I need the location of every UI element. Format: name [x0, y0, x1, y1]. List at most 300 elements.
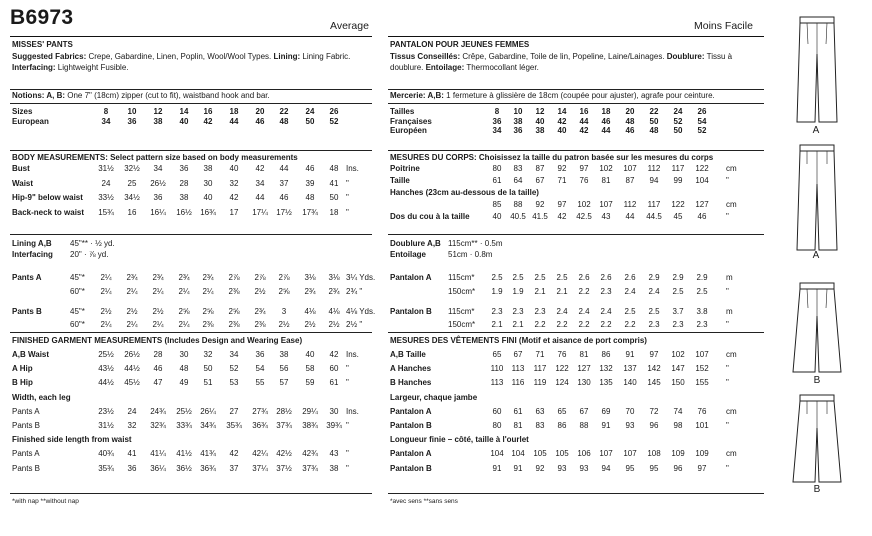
- table-cell: 106: [577, 449, 591, 459]
- table-cell: 32: [203, 350, 213, 359]
- interfacing-label: Entoilage:: [423, 63, 465, 72]
- table-cell: 44: [625, 212, 635, 221]
- table-cell: 80: [492, 164, 502, 173]
- table-cell: 39: [305, 178, 315, 188]
- unit-label: ": [726, 320, 729, 329]
- yardage-cell: 2.2: [624, 320, 636, 329]
- yardage-cell: 2⅜: [254, 320, 266, 329]
- table-cell: 24: [127, 406, 137, 416]
- table-cell: 42: [579, 126, 589, 136]
- unit-label: ": [346, 364, 349, 374]
- table-cell: 32: [229, 178, 239, 188]
- table-cell: 17¾: [302, 207, 318, 217]
- table-cell: 88: [579, 421, 589, 430]
- yardage-cell: 2¾: [126, 273, 138, 282]
- yardage-cell: 3: [281, 306, 287, 316]
- lining-label: Lining:: [271, 52, 301, 61]
- yardage-cell: 2.2: [578, 320, 590, 329]
- table-cell: 102: [671, 350, 685, 359]
- body-row-label: Poitrine: [390, 164, 420, 173]
- table-cell: 94: [601, 463, 611, 473]
- french-label: Françaises: [390, 116, 432, 126]
- table-cell: 42: [229, 193, 239, 202]
- unit-label: Ins.: [346, 164, 359, 173]
- table-cell: 81: [579, 350, 589, 359]
- finished-row-label: A Hip: [12, 364, 33, 374]
- table-cell: 107: [623, 164, 637, 173]
- table-cell: 58: [305, 364, 315, 374]
- table-cell: 76: [557, 350, 567, 359]
- table-cell: 99: [673, 176, 683, 185]
- table-cell: 43½: [98, 364, 114, 374]
- table-cell: 42: [557, 116, 567, 126]
- table-cell: 40: [305, 350, 315, 359]
- table-cell: 46: [255, 116, 265, 126]
- table-cell: 40: [492, 212, 502, 221]
- table-cell: 60: [329, 364, 339, 374]
- sizes-label: Sizes: [12, 107, 33, 116]
- finished-row-label: Pants A: [12, 406, 40, 416]
- body-heading: MESURES DU CORPS: Choisissez la taille du patron basée sur les mesures du corps: [390, 153, 714, 162]
- yardage-cell: 2¼: [100, 273, 112, 282]
- table-cell: 38: [279, 350, 289, 359]
- fabric-width: 45"*: [70, 273, 85, 282]
- table-cell: 44.5: [646, 212, 662, 221]
- yardage-cell: 2.3: [696, 320, 708, 329]
- lining-label: Lining A,B: [12, 239, 52, 248]
- table-cell: 16¼: [150, 207, 166, 217]
- fabric-width: 60"*: [70, 320, 85, 329]
- table-cell: 92: [535, 200, 545, 209]
- interfacing-label: Interfacing: [12, 250, 53, 259]
- table-cell: 31½: [98, 421, 114, 430]
- finished-row-label: A Hanches: [390, 364, 432, 374]
- table-cell: 44: [229, 116, 239, 126]
- table-cell: 57: [279, 378, 289, 388]
- table-cell: 43: [329, 449, 339, 459]
- section-title: MISSES' PANTS: [12, 40, 73, 49]
- yardage-cell: 2.3: [512, 306, 524, 316]
- notions-text: 1 fermeture à glissière de 18cm (coupée pour ajuster), agrafe pour ceinture.: [443, 91, 715, 100]
- yardage-cell: 2¼: [202, 286, 214, 296]
- unit-label: ": [346, 421, 349, 430]
- table-cell: 42: [557, 212, 567, 221]
- yardage-cell: 2½: [304, 320, 316, 329]
- yardage-cell: 2.5: [672, 286, 684, 296]
- table-cell: 36¾: [252, 421, 268, 430]
- unit-label: ": [726, 421, 729, 430]
- section-title: PANTALON POUR JEUNES FEMMES: [390, 40, 530, 49]
- yardage-cell: 2¼: [100, 286, 112, 296]
- table-cell: 61: [329, 378, 339, 388]
- table-cell: 24: [101, 178, 111, 188]
- yardage-cell: 2¼: [126, 320, 138, 329]
- table-cell: 85: [492, 200, 502, 209]
- lining-text: Lining Fabric.: [300, 52, 351, 61]
- table-cell: 20: [255, 107, 265, 116]
- yardage-cell: 2.3: [672, 320, 684, 329]
- table-cell: 37: [279, 178, 289, 188]
- table-cell: 40: [203, 193, 213, 202]
- table-cell: 37¼: [252, 463, 268, 473]
- table-cell: 42: [229, 449, 239, 459]
- yardage-label: Pantalon B: [390, 306, 432, 316]
- table-cell: 16: [127, 207, 137, 217]
- table-cell: 34: [255, 178, 265, 188]
- table-cell: 105: [533, 449, 547, 459]
- table-cell: 147: [671, 364, 685, 374]
- yardage-cell: 2.5: [534, 273, 546, 282]
- unit-label: m: [726, 306, 733, 316]
- table-cell: 18: [601, 107, 611, 116]
- yardage-cell: 2.6: [578, 273, 590, 282]
- table-cell: 40: [179, 116, 189, 126]
- unit-label: cm: [726, 200, 737, 209]
- body-row-label: Dos du cou à la taille: [390, 212, 470, 221]
- yardage-cell: 2½: [126, 306, 138, 316]
- yardage-cell: 2.4: [648, 286, 660, 296]
- table-cell: 127: [577, 364, 591, 374]
- right-table-area: [390, 0, 764, 536]
- fabrics-text: Crêpe, Gabardine, Toile de lin, Popeline, Laine/Lainages.: [460, 52, 665, 61]
- table-cell: 38¾: [302, 421, 318, 430]
- european-label: European: [12, 116, 49, 126]
- yardage-cell: 2.1: [512, 320, 524, 329]
- table-cell: 37½: [276, 463, 292, 473]
- yardage-cell: 2.1: [491, 320, 503, 329]
- table-cell: 108: [647, 449, 661, 459]
- table-cell: 24¾: [150, 406, 166, 416]
- table-cell: 97: [697, 463, 707, 473]
- yardage-cell: 2.9: [648, 273, 660, 282]
- table-cell: 34: [153, 164, 163, 173]
- unit-label: ": [726, 463, 729, 473]
- table-cell: 67: [513, 350, 523, 359]
- table-cell: 49: [179, 378, 189, 388]
- table-cell: 135: [599, 378, 613, 388]
- table-cell: 54: [255, 364, 265, 374]
- fabric-width: 150cm*: [448, 320, 476, 329]
- pattern-number: B6973: [10, 6, 74, 29]
- unit-label: 2½ ": [346, 320, 363, 329]
- table-cell: 37: [229, 463, 239, 473]
- table-cell: 91: [492, 463, 502, 473]
- table-cell: 36: [492, 116, 502, 126]
- table-cell: 12: [153, 107, 163, 116]
- yardage-cell: 2¾: [202, 273, 214, 282]
- yardage-cell: 2.5: [556, 273, 568, 282]
- table-cell: 104: [490, 449, 504, 459]
- table-cell: 36: [127, 463, 137, 473]
- table-cell: 12: [535, 107, 545, 116]
- fabrics-label: Tissus Conseillés:: [390, 52, 461, 61]
- table-cell: 67: [535, 176, 545, 185]
- yardage-cell: 2¾: [328, 286, 340, 296]
- table-cell: 91: [625, 350, 635, 359]
- yardage-cell: 4⅛: [328, 306, 340, 316]
- table-cell: 83: [513, 164, 523, 173]
- table-cell: 39¾: [326, 421, 342, 430]
- yardage-cell: 3⅛: [304, 273, 316, 282]
- body-row-label: Taille: [390, 176, 410, 185]
- table-cell: 48: [179, 364, 189, 374]
- table-cell: 76: [579, 176, 589, 185]
- table-cell: 102: [599, 164, 613, 173]
- table-cell: 86: [601, 350, 611, 359]
- table-cell: 25: [127, 178, 137, 188]
- finished-row-label: Pantalon A: [390, 406, 432, 416]
- yardage-cell: 2½: [278, 320, 290, 329]
- finished-row-label: Pants B: [12, 421, 41, 430]
- pants-b-back-drawing: [791, 392, 843, 484]
- table-cell: 42.5: [576, 212, 592, 221]
- table-cell: 91: [601, 421, 611, 430]
- table-cell: 44: [601, 126, 611, 136]
- table-cell: 27¾: [252, 406, 268, 416]
- table-cell: 16½: [176, 207, 192, 217]
- fabrics-text: Crepe, Gabardine, Linen, Poplin, Wool/Wool Types.: [86, 52, 272, 61]
- table-cell: 92: [557, 164, 567, 173]
- table-cell: 46: [305, 164, 315, 173]
- yardage-cell: 2⅝: [202, 306, 214, 316]
- table-cell: 26½: [124, 350, 140, 359]
- table-cell: 71: [557, 176, 567, 185]
- finished-row-label: Pantalon A: [390, 449, 432, 459]
- table-cell: 124: [555, 378, 569, 388]
- table-cell: 72: [649, 406, 659, 416]
- table-cell: 40: [557, 126, 567, 136]
- table-cell: 109: [695, 449, 709, 459]
- table-cell: 48: [625, 116, 635, 126]
- table-cell: 117: [533, 364, 547, 374]
- finished-row-label: Longueur finie – côté, taille à l'ourlet: [390, 435, 529, 445]
- yardage-cell: 2¼: [152, 286, 164, 296]
- notions-label: Notions: A, B:: [12, 91, 66, 100]
- table-cell: 40¾: [98, 449, 114, 459]
- table-cell: 15¾: [98, 207, 114, 217]
- table-cell: 18: [229, 107, 239, 116]
- table-cell: 41¾: [200, 449, 216, 459]
- table-cell: 46: [697, 212, 707, 221]
- yardage-cell: 1.9: [491, 286, 503, 296]
- yardage-cell: 2¾: [254, 306, 266, 316]
- body-row-label: Hip-9" below waist: [12, 193, 83, 202]
- table-cell: 10: [513, 107, 523, 116]
- body-row-label: Hanches (23cm au-dessous de la taille): [390, 188, 539, 197]
- yardage-cell: 2.2: [578, 286, 590, 296]
- table-cell: 38: [179, 193, 189, 202]
- table-cell: 38: [153, 116, 163, 126]
- yardage-cell: 2.1: [534, 286, 546, 296]
- finished-row-label: Pants A: [12, 449, 40, 459]
- unit-label: Ins.: [346, 406, 359, 416]
- interfacing-text: Lightweight Fusible.: [55, 63, 129, 72]
- unit-label: ": [346, 193, 349, 202]
- pants-a-back-drawing: [795, 142, 839, 252]
- yardage-label: Pants A: [12, 273, 42, 282]
- lining-value: 45"** · ½ yd.: [70, 239, 115, 248]
- table-cell: 17½: [276, 207, 292, 217]
- table-cell: 83: [535, 421, 545, 430]
- table-cell: 26½: [150, 178, 166, 188]
- yardage-cell: 2.6: [624, 273, 636, 282]
- unit-label: Ins.: [346, 350, 359, 359]
- table-cell: 61: [492, 176, 502, 185]
- table-cell: 93: [625, 421, 635, 430]
- table-cell: 152: [695, 364, 709, 374]
- finished-row-label: Pants B: [12, 463, 41, 473]
- table-cell: 24: [305, 107, 315, 116]
- table-cell: 44½: [98, 378, 114, 388]
- table-cell: 18: [329, 207, 339, 217]
- table-cell: 107: [599, 200, 613, 209]
- figure-label: B: [813, 375, 821, 386]
- table-cell: 37¾: [302, 463, 318, 473]
- interfacing-value: 51cm · 0.8m: [448, 250, 493, 259]
- unit-label: ": [726, 176, 729, 185]
- table-cell: 107: [623, 449, 637, 459]
- yardage-cell: 2⅝: [228, 306, 240, 316]
- table-cell: 95: [625, 463, 635, 473]
- interfacing-label: Entoilage: [390, 250, 427, 259]
- yardage-cell: 2.5: [648, 306, 660, 316]
- finished-row-label: A,B Waist: [12, 350, 50, 359]
- table-cell: 50: [203, 364, 213, 374]
- table-cell: 10: [127, 107, 137, 116]
- table-cell: 38: [513, 116, 523, 126]
- table-cell: 112: [623, 200, 637, 209]
- table-cell: 40: [535, 116, 545, 126]
- yardage-cell: 2¼: [152, 320, 164, 329]
- table-cell: 52: [673, 116, 683, 126]
- table-cell: 117: [647, 200, 661, 209]
- yardage-cell: 2⅞: [228, 273, 240, 282]
- table-cell: 36: [153, 193, 163, 202]
- table-cell: 97: [649, 350, 659, 359]
- fabrics-line2-text: doublure.: [390, 63, 424, 72]
- table-cell: 95: [649, 463, 659, 473]
- table-cell: 32½: [124, 164, 140, 173]
- interfacing-text: Thermocollant léger.: [464, 63, 539, 72]
- yardage-cell: 2¾: [304, 286, 316, 296]
- yardage-cell: 2¾: [152, 273, 164, 282]
- figure-label: B: [813, 484, 821, 495]
- table-cell: 36: [513, 126, 523, 136]
- yardage-cell: 2.9: [672, 273, 684, 282]
- table-cell: 29¼: [302, 406, 318, 416]
- table-cell: 34: [492, 126, 502, 136]
- finished-row-label: Pantalon B: [390, 421, 432, 430]
- table-cell: 42½: [276, 449, 292, 459]
- yardage-cell: 3⅛: [328, 273, 340, 282]
- table-cell: 119: [533, 378, 547, 388]
- table-cell: 76: [697, 406, 707, 416]
- unit-label: ": [346, 378, 349, 388]
- table-cell: 34½: [124, 193, 140, 202]
- yardage-cell: 2.4: [556, 306, 568, 316]
- notions-label: Mercerie: A,B:: [390, 91, 444, 100]
- table-cell: 30: [179, 350, 189, 359]
- unit-label: cm: [726, 164, 737, 173]
- table-cell: 35¾: [98, 463, 114, 473]
- unit-label: 4⅛ Yds.: [346, 306, 376, 316]
- table-cell: 33½: [98, 193, 114, 202]
- table-cell: 32¾: [150, 421, 166, 430]
- table-cell: 22: [279, 107, 289, 116]
- table-cell: 8: [103, 107, 109, 116]
- table-cell: 107: [599, 449, 613, 459]
- unit-label: ": [346, 463, 349, 473]
- yardage-cell: 2¼: [178, 286, 190, 296]
- table-cell: 94: [649, 176, 659, 185]
- fabric-width: 60"*: [70, 286, 85, 296]
- table-cell: 127: [695, 200, 709, 209]
- table-cell: 59: [305, 378, 315, 388]
- table-cell: 145: [647, 378, 661, 388]
- table-cell: 65: [557, 406, 567, 416]
- table-cell: 52: [697, 126, 707, 136]
- table-cell: 55: [255, 378, 265, 388]
- yardage-cell: 2½: [152, 306, 164, 316]
- yardage-cell: 2⅜: [228, 286, 240, 296]
- table-cell: 132: [599, 364, 613, 374]
- table-cell: 155: [695, 378, 709, 388]
- interfacing-value: 20" · ⅞ yd.: [70, 250, 109, 259]
- table-cell: 38: [535, 126, 545, 136]
- table-cell: 52: [229, 364, 239, 374]
- table-cell: 81: [601, 176, 611, 185]
- table-cell: 16: [579, 107, 589, 116]
- fabric-width: 115cm*: [448, 306, 475, 316]
- yardage-label: Pants B: [12, 306, 42, 316]
- yardage-cell: 2.6: [600, 273, 612, 282]
- table-cell: 96: [649, 421, 659, 430]
- table-cell: 31½: [98, 164, 114, 173]
- body-heading: BODY MEASUREMENTS: Select pattern size based on body measurements: [12, 153, 298, 162]
- fabric-width: 150cm*: [448, 286, 476, 296]
- table-cell: 46: [153, 364, 163, 374]
- yardage-cell: 2.5: [512, 273, 524, 282]
- yardage-cell: 2.5: [624, 306, 636, 316]
- yardage-cell: 2½: [100, 306, 112, 316]
- table-cell: 69: [601, 406, 611, 416]
- table-cell: 86: [557, 421, 567, 430]
- table-cell: 24: [673, 107, 683, 116]
- finished-row-label: B Hanches: [390, 378, 432, 388]
- table-cell: 61: [513, 406, 523, 416]
- table-cell: 98: [673, 421, 683, 430]
- table-cell: 112: [647, 164, 661, 173]
- yardage-cell: 2.3: [534, 306, 546, 316]
- table-cell: 8: [494, 107, 500, 116]
- yardage-cell: 2.4: [624, 286, 636, 296]
- table-cell: 63: [535, 406, 545, 416]
- table-cell: 41: [127, 449, 137, 459]
- table-cell: 137: [623, 364, 637, 374]
- yardage-cell: 2.5: [696, 286, 708, 296]
- unit-label: ": [346, 449, 349, 459]
- table-cell: 92: [535, 463, 545, 473]
- yardage-cell: 2½: [328, 320, 340, 329]
- table-cell: 40: [229, 164, 239, 173]
- table-cell: 28: [153, 350, 163, 359]
- table-cell: 56: [279, 364, 289, 374]
- finished-row-label: B Hip: [12, 378, 33, 388]
- left-table-area: [12, 0, 376, 536]
- footnote-french: *avec sens **sans sens: [390, 498, 458, 505]
- table-cell: 71: [535, 350, 545, 359]
- difficulty-french: Moins Facile: [694, 20, 753, 32]
